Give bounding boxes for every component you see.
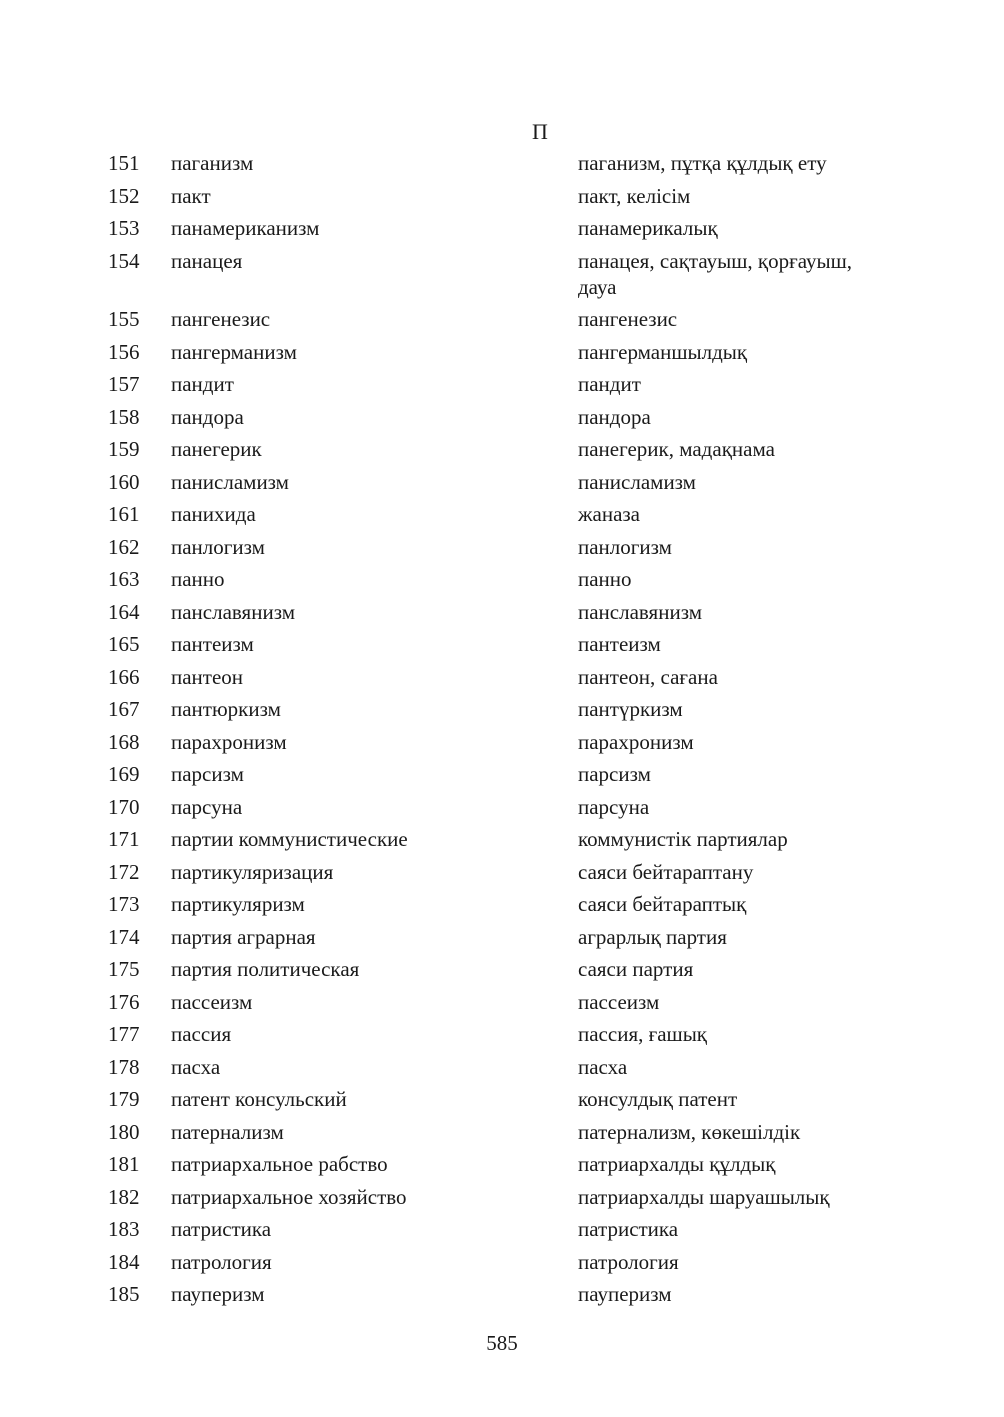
entry-number: 159: [108, 437, 140, 461]
glossary-entry: [0, 729, 1004, 755]
entry-number: 184: [108, 1249, 140, 1274]
entry-number: 162: [108, 534, 140, 559]
kazakh-term: саяси бейтараптық: [578, 892, 747, 916]
entry-number: 180: [108, 1119, 140, 1144]
russian-term: панихида: [171, 502, 256, 526]
kazakh-term: панлогизм: [578, 534, 672, 559]
entry-number: 183: [108, 1217, 140, 1241]
russian-term: парахронизм: [171, 729, 287, 754]
entry-number: 160: [108, 469, 140, 494]
russian-term: паганизм: [171, 151, 254, 175]
russian-term: партия политическая: [171, 957, 360, 981]
entry-number: 169: [108, 762, 140, 786]
kazakh-term: панисламизм: [578, 469, 696, 494]
glossary-entry: [0, 989, 1004, 1015]
entry-number: 152: [108, 183, 140, 208]
russian-term: панацея: [171, 248, 243, 273]
glossary-entry: [0, 248, 1004, 300]
glossary-entry: [0, 1086, 1004, 1112]
russian-term: пантеизм: [171, 632, 254, 656]
entry-number: 154: [108, 248, 140, 273]
entry-number: 178: [108, 1054, 140, 1079]
kazakh-term: пандора: [578, 404, 651, 429]
kazakh-term: пассеизм: [578, 989, 660, 1014]
kazakh-term: парсуна: [578, 794, 650, 819]
russian-term: патент консульский: [171, 1087, 347, 1111]
kazakh-term: патриархалды құлдық: [578, 1152, 776, 1176]
russian-term: патриархальное хозяйство: [171, 1184, 407, 1209]
entry-number: 173: [108, 892, 140, 916]
glossary-entry: [0, 599, 1004, 625]
glossary-entry: [0, 631, 1004, 657]
russian-term: пасха: [171, 1054, 221, 1079]
glossary-entry: [0, 859, 1004, 885]
entry-number: 158: [108, 404, 140, 429]
entry-number: 182: [108, 1184, 140, 1209]
entry-number: 161: [108, 502, 140, 526]
kazakh-term: пантеизм: [578, 632, 661, 656]
russian-term: пантеон: [171, 664, 244, 689]
entry-number: 163: [108, 567, 140, 591]
kazakh-term: пауперизм: [578, 1282, 672, 1306]
entry-number: 165: [108, 632, 140, 656]
kazakh-term: пангенезис: [578, 307, 678, 331]
russian-term: пауперизм: [171, 1282, 265, 1306]
glossary-entry: [0, 1184, 1004, 1210]
kazakh-term: пакт, келісім: [578, 183, 691, 208]
kazakh-term: пантеон, сағана: [578, 664, 718, 689]
entry-number: 155: [108, 307, 140, 331]
russian-term: патристика: [171, 1217, 272, 1241]
glossary-entry: [0, 1054, 1004, 1080]
russian-term: партия аграрная: [171, 924, 316, 949]
kazakh-term: пангерманшылдық: [578, 339, 748, 364]
russian-term: парсизм: [171, 762, 244, 786]
russian-term: пантюркизм: [171, 697, 281, 721]
entry-number: 175: [108, 957, 140, 981]
russian-term: пандит: [171, 372, 234, 396]
glossary-entry: [0, 566, 1004, 592]
glossary-entry: [0, 761, 1004, 787]
entry-number: 174: [108, 924, 140, 949]
russian-term: патрология: [171, 1249, 272, 1274]
glossary-entry: [0, 664, 1004, 690]
glossary-entry: [0, 826, 1004, 852]
glossary-entry: [0, 1119, 1004, 1145]
kazakh-term: патристика: [578, 1217, 679, 1241]
russian-term: пакт: [171, 183, 211, 208]
entry-number: 177: [108, 1022, 140, 1046]
glossary-entry: [0, 794, 1004, 820]
kazakh-term: пасха: [578, 1054, 628, 1079]
russian-term: панегерик: [171, 437, 262, 461]
kazakh-term: патриархалды шаруашылық: [578, 1184, 830, 1209]
page-number: 585: [486, 1331, 518, 1355]
kazakh-term: жаназа: [578, 502, 641, 526]
glossary-entry: [0, 696, 1004, 722]
kazakh-term: панславянизм: [578, 599, 702, 624]
kazakh-term: консулдық патент: [578, 1087, 738, 1111]
kazakh-term: панацея, сақтауыш, қорғауыш, дауа: [578, 248, 853, 299]
russian-term: пангерманизм: [171, 339, 297, 364]
russian-term: партикуляризация: [171, 859, 334, 884]
russian-term: пассия: [171, 1022, 232, 1046]
kazakh-term: коммунистік партиялар: [578, 827, 788, 851]
glossary-entry: [0, 1216, 1004, 1242]
kazakh-term: парахронизм: [578, 729, 694, 754]
kazakh-term: пантүркизм: [578, 697, 683, 721]
russian-term: пассеизм: [171, 989, 253, 1014]
glossary-entry: [0, 469, 1004, 495]
entry-number: 151: [108, 151, 140, 175]
entry-number: 171: [108, 827, 140, 851]
russian-term: патернализм: [171, 1119, 284, 1144]
glossary-entry: [0, 924, 1004, 950]
glossary-entry: [0, 1281, 1004, 1307]
russian-term: панно: [171, 567, 225, 591]
entry-number: 181: [108, 1152, 140, 1176]
glossary-entry: [0, 534, 1004, 560]
russian-term: панславянизм: [171, 599, 295, 624]
kazakh-term: пассия, ғашық: [578, 1022, 708, 1046]
entry-number: 179: [108, 1087, 140, 1111]
glossary-entry: [0, 371, 1004, 397]
entry-number: 166: [108, 664, 140, 689]
russian-term: панисламизм: [171, 469, 289, 494]
russian-term: пангенезис: [171, 307, 271, 331]
glossary-entry: [0, 501, 1004, 527]
entry-number: 168: [108, 729, 140, 754]
glossary-entry: [0, 150, 1004, 176]
entry-number: 176: [108, 989, 140, 1014]
entry-number: 172: [108, 859, 140, 884]
entry-number: 156: [108, 339, 140, 364]
glossary-entry: [0, 1249, 1004, 1275]
section-letter-heading: П: [532, 119, 548, 144]
russian-term: панамериканизм: [171, 216, 320, 240]
kazakh-term: панно: [578, 567, 632, 591]
glossary-entry: [0, 306, 1004, 332]
glossary-entry: [0, 404, 1004, 430]
kazakh-term: патернализм, көкешілдік: [578, 1119, 801, 1144]
glossary-entry: [0, 1021, 1004, 1047]
glossary-entry: [0, 956, 1004, 982]
entry-number: 164: [108, 599, 140, 624]
glossary-entry: [0, 436, 1004, 462]
entry-number: 167: [108, 697, 140, 721]
glossary-entry: [0, 215, 1004, 241]
entry-number: 170: [108, 794, 140, 819]
russian-term: патриархальное рабство: [171, 1152, 388, 1176]
kazakh-term: саяси партия: [578, 957, 694, 981]
kazakh-term: патрология: [578, 1249, 679, 1274]
kazakh-term: панамерикалық: [578, 216, 718, 240]
russian-term: пандора: [171, 404, 244, 429]
kazakh-term: парсизм: [578, 762, 651, 786]
russian-term: партикуляризм: [171, 892, 305, 916]
russian-term: парсуна: [171, 794, 243, 819]
glossary-entry: [0, 1151, 1004, 1177]
glossary-entry: [0, 891, 1004, 917]
kazakh-term: пандит: [578, 372, 641, 396]
kazakh-term: панегерик, мадақнама: [578, 437, 775, 461]
entry-number: 157: [108, 372, 140, 396]
entry-number: 185: [108, 1282, 140, 1306]
russian-term: партии коммунистические: [171, 827, 408, 851]
glossary-entry: [0, 183, 1004, 209]
russian-term: панлогизм: [171, 534, 265, 559]
glossary-entry: [0, 339, 1004, 365]
glossary-entries: [0, 150, 1004, 1314]
entry-number: 153: [108, 216, 140, 240]
kazakh-term: паганизм, пұтқа құлдық ету: [578, 151, 827, 175]
kazakh-term: аграрлық партия: [578, 924, 727, 949]
kazakh-term: саяси бейтараптану: [578, 859, 754, 884]
